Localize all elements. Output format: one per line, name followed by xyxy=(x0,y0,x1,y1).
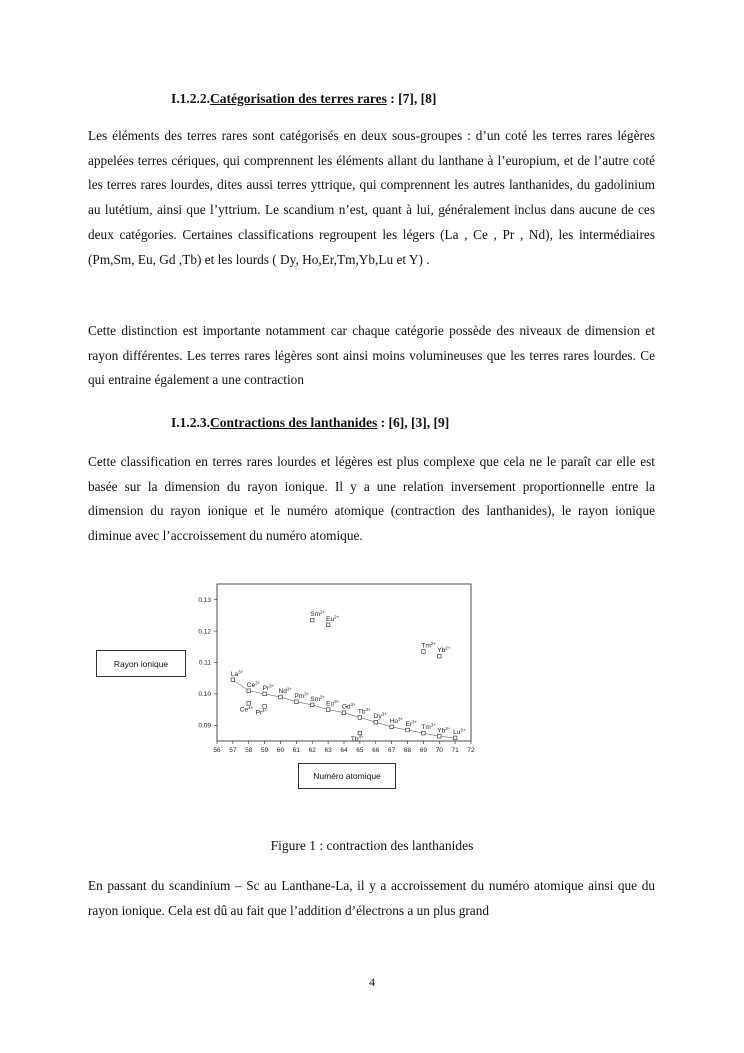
data-point xyxy=(247,689,251,693)
paragraph-scandium: En passant du scandinium – Sc au Lanthane-La, il y a accroissement du numéro atomique ainsi que du rayon ionique. Cela est dû au fait que l’addition d’électrons a un plus grand xyxy=(88,878,655,918)
x-axis-label-box xyxy=(298,763,396,789)
y-axis-label-box xyxy=(96,650,186,677)
x-tick-label: 58 xyxy=(245,747,253,754)
data-point xyxy=(295,700,299,704)
x-axis-label: Numéro atomique xyxy=(313,771,381,781)
data-point xyxy=(390,725,394,729)
x-tick-label: 57 xyxy=(229,747,237,754)
point-label: $Tm^{2+}$ xyxy=(421,641,436,650)
x-tick-label: 61 xyxy=(292,747,300,754)
point-charge: 4+ xyxy=(262,707,268,713)
point-label: $Lu^{3+}$ xyxy=(453,727,466,736)
point-label: $Nd^{3+}$ xyxy=(278,686,292,696)
paragraph-contraction: Cette classification en terres rares lourdes et légères est plus complexe que cela ne le paraît car elle est basée sur la dimension du rayon ionique. Il y a une relation inversement proportionnelle entre la dimension du rayon ionique et le numéro atomique (contraction des lanthanides), le rayon ionique diminue avec l’accroissement du numéro atomique. xyxy=(88,454,655,544)
y-axis-label: Rayon ionique xyxy=(113,658,169,669)
point-charge: 2+ xyxy=(445,645,451,651)
paragraph-distinction: Cette distinction est importante notamment car chaque catégorie possède des niveaux de dimension et rayon différentes. Les terres rares légères sont ainsi moins volumineuses que les terres rares lourdes. Ce qui entraine également a une contraction xyxy=(88,323,655,388)
point-label: $Yb^{2+}$ xyxy=(437,645,451,655)
x-tick-label: 66 xyxy=(372,747,380,754)
paragraph-categorisation: Les éléments des terres rares sont catégorisés en deux sous-groupes : d’un coté les terres rares légères appelées terres cériques, qui comprennent les éléments allant du lanthane à l’europium, et de l’autre coté les terres rares lourdes, dites aussi terres yttrique, qui comprennent les autres lanthanides, du gadolinium au lutétium, ainsi que l’yttrium. Le scandium n’est, quant à lui, généralement inclus dans aucune de ces deux catégories. Certaines classifications regroupent les légers (La , Ce , Pr , Nd), les intermédiaires (Pm,Sm, Eu, Gd ,Tb) et les lourds ( Dy, Ho,Er,Tm,Yb,Lu et Y) . xyxy=(88,128,655,267)
point-charge: 3+ xyxy=(304,691,310,697)
data-point xyxy=(422,731,426,735)
point-charge: 2+ xyxy=(334,614,340,620)
page-number: 4 xyxy=(369,975,375,989)
point-charge: 3+ xyxy=(286,686,292,692)
x-tick-label: 63 xyxy=(324,747,332,754)
point-charge: 3+ xyxy=(397,716,404,722)
point-charge: 2+ xyxy=(320,609,326,615)
point-charge: 3+ xyxy=(334,699,340,705)
section-heading-contractions xyxy=(171,415,449,431)
section-refs: : [7], [8] xyxy=(386,91,437,106)
point-label: $Eu^{2+}$ xyxy=(326,614,340,623)
point-charge: 3+ xyxy=(365,706,371,712)
point-charge: 3+ xyxy=(445,725,451,731)
point-label: $Dy^{3+}$ xyxy=(373,711,387,721)
data-point xyxy=(263,692,267,696)
point-charge: 4+ xyxy=(248,704,254,710)
point-label: $La^{3+}$ xyxy=(230,669,244,678)
point-label: $Er^{3+}$ xyxy=(405,719,418,729)
section-heading-categorisation xyxy=(171,91,436,107)
y-tick-label: 0.10 xyxy=(198,691,211,699)
section-number: I.1.2.3. xyxy=(171,415,211,430)
x-tick-label: 59 xyxy=(261,747,269,754)
x-tick-label: 71 xyxy=(451,747,459,754)
point-label: $Ho^{3+}$ xyxy=(389,716,404,725)
x-tick-label: 68 xyxy=(403,747,412,754)
point-label: $Ce^{4+}$ xyxy=(239,704,254,714)
point-label: $Sm^{2+}$ xyxy=(310,609,326,619)
section-number: I.1.2.2. xyxy=(171,91,211,106)
point-charge: 3+ xyxy=(238,669,244,675)
point-label: $Tb^{3+}$ xyxy=(357,706,371,716)
data-point xyxy=(422,650,426,654)
y-tick-label: 0.09 xyxy=(198,722,211,730)
data-point xyxy=(437,654,441,658)
chart-svg xyxy=(86,576,486,796)
data-point xyxy=(358,716,362,720)
point-charge: 3+ xyxy=(320,694,326,700)
x-tick-label: 67 xyxy=(388,747,396,754)
lanthanide-contraction-chart xyxy=(86,576,486,796)
point-charge: 4+ xyxy=(358,734,364,740)
x-tick-label: 69 xyxy=(419,747,427,754)
data-point xyxy=(374,720,378,724)
point-label: $Tb^{4+}$ xyxy=(350,734,364,744)
point-label: $Gd^{3+}$ xyxy=(342,702,356,711)
point-label: $Eu^{3+}$ xyxy=(326,699,340,708)
x-tick-label: 65 xyxy=(356,747,364,754)
point-label: $Ce^{3+}$ xyxy=(246,680,261,689)
point-label: $Tm^{3+}$ xyxy=(421,722,436,732)
section-title: Contractions des lanthanides xyxy=(210,415,378,430)
plot-frame xyxy=(217,584,471,741)
data-point xyxy=(310,703,314,707)
y-tick-label: 0.13 xyxy=(198,596,211,604)
point-label: $Pr^{4+}$ xyxy=(255,707,268,717)
data-point xyxy=(310,618,314,622)
data-point xyxy=(326,623,330,627)
x-tick-label: 70 xyxy=(435,747,443,754)
point-label: $Pm^{3+}$ xyxy=(294,691,310,700)
y-tick-label: 0.12 xyxy=(198,628,211,636)
point-charge: 3+ xyxy=(255,680,261,686)
point-label: $Pr^{3+}$ xyxy=(262,683,275,692)
point-label: $Sm^{3+}$ xyxy=(310,694,326,703)
x-tick-label: 72 xyxy=(467,747,475,754)
section-title: Catégorisation des terres rares xyxy=(210,91,387,106)
data-point xyxy=(279,695,283,699)
point-charge: 3+ xyxy=(412,719,418,725)
x-tick-label: 56 xyxy=(213,747,221,754)
data-point xyxy=(453,736,457,740)
figure-caption: Figure 1 : contraction des lanthanides xyxy=(270,838,474,853)
point-charge: 3+ xyxy=(350,702,356,708)
point-charge: 2+ xyxy=(430,641,436,647)
data-point xyxy=(342,711,346,715)
point-charge: 3+ xyxy=(430,722,436,728)
x-tick-label: 60 xyxy=(276,747,285,754)
data-point xyxy=(437,734,441,738)
section-refs: : [6], [3], [9] xyxy=(377,415,450,430)
y-tick-label: 0.11 xyxy=(198,659,211,667)
point-label: $Yb^{3+}$ xyxy=(437,725,451,735)
point-charge: 3+ xyxy=(460,727,466,733)
point-charge: 3+ xyxy=(381,711,387,717)
x-tick-label: 62 xyxy=(308,747,316,754)
point-charge: 3+ xyxy=(269,683,275,689)
x-tick-label: 64 xyxy=(340,747,348,754)
data-point xyxy=(326,708,330,712)
data-point xyxy=(231,678,235,682)
data-point xyxy=(406,728,410,732)
